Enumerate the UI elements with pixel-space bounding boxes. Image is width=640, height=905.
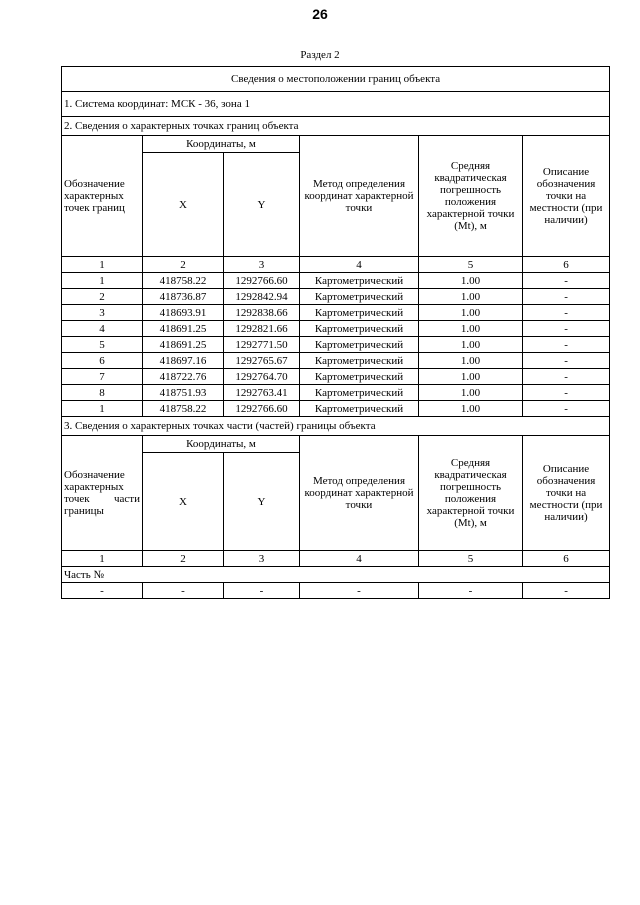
part-label: Часть № bbox=[62, 567, 610, 583]
cell-accuracy: - bbox=[419, 583, 523, 599]
cell-y: - bbox=[224, 583, 300, 599]
cell-accuracy: 1.00 bbox=[419, 353, 523, 369]
cell-point: 6 bbox=[62, 353, 143, 369]
col-coords-header: Координаты, м bbox=[143, 436, 300, 453]
cell-accuracy: 1.00 bbox=[419, 273, 523, 289]
cell-x: 418697.16 bbox=[143, 353, 224, 369]
table-row bbox=[62, 321, 610, 337]
col-number: 5 bbox=[419, 257, 523, 273]
cell-x: 418691.25 bbox=[143, 337, 224, 353]
cell-x: - bbox=[143, 583, 224, 599]
cell-accuracy: 1.00 bbox=[419, 337, 523, 353]
table-row bbox=[62, 353, 610, 369]
cell-desc: - bbox=[523, 337, 610, 353]
table-title: Сведения о местоположении границ объекта bbox=[62, 67, 610, 92]
cell-x: 418693.91 bbox=[143, 305, 224, 321]
col-point-header: Обозначение характерных точек границ bbox=[62, 136, 143, 257]
section3-column-numbers bbox=[62, 551, 610, 567]
cell-desc: - bbox=[523, 305, 610, 321]
table-row bbox=[62, 289, 610, 305]
boundary-table bbox=[61, 66, 610, 599]
table-row bbox=[62, 337, 610, 353]
cell-point: 8 bbox=[62, 385, 143, 401]
cell-desc: - bbox=[523, 369, 610, 385]
col-number: 6 bbox=[523, 551, 610, 567]
cell-y: 1292766.60 bbox=[224, 401, 300, 417]
cell-x: 418758.22 bbox=[143, 273, 224, 289]
cell-method: Картометрический bbox=[300, 385, 419, 401]
col-number: 1 bbox=[62, 257, 143, 273]
col-number: 2 bbox=[143, 257, 224, 273]
cell-point: 2 bbox=[62, 289, 143, 305]
col-number: 2 bbox=[143, 551, 224, 567]
col-number: 3 bbox=[224, 551, 300, 567]
cell-desc: - bbox=[523, 273, 610, 289]
cell-x: 418722.76 bbox=[143, 369, 224, 385]
col-number: 6 bbox=[523, 257, 610, 273]
table-row bbox=[62, 273, 610, 289]
coordinate-system-row bbox=[62, 92, 610, 117]
part-label-row bbox=[62, 567, 610, 583]
cell-desc: - bbox=[523, 583, 610, 599]
cell-x: 418751.93 bbox=[143, 385, 224, 401]
col-x-header: X bbox=[143, 153, 224, 257]
cell-x: 418758.22 bbox=[143, 401, 224, 417]
cell-accuracy: 1.00 bbox=[419, 401, 523, 417]
cell-point: 5 bbox=[62, 337, 143, 353]
col-number: 1 bbox=[62, 551, 143, 567]
cell-y: 1292838.66 bbox=[224, 305, 300, 321]
boundary-table-body bbox=[62, 67, 610, 599]
col-desc-header: Описание обозначения точки на местности (при наличии) bbox=[523, 436, 610, 551]
cell-point: 7 bbox=[62, 369, 143, 385]
table-row bbox=[62, 369, 610, 385]
cell-desc: - bbox=[523, 401, 610, 417]
section2-column-numbers bbox=[62, 257, 610, 273]
cell-point: 1 bbox=[62, 273, 143, 289]
section3-empty-row bbox=[62, 583, 610, 599]
table-title-row bbox=[62, 67, 610, 92]
col-point-header: Обозначение характерных точек части границы bbox=[62, 436, 143, 551]
section3-heading: 3. Сведения о характерных точках части (частей) границы объекта bbox=[62, 417, 610, 436]
col-x-header: X bbox=[143, 453, 224, 551]
cell-x: 418691.25 bbox=[143, 321, 224, 337]
cell-method: Картометрический bbox=[300, 321, 419, 337]
cell-y: 1292764.70 bbox=[224, 369, 300, 385]
cell-y: 1292821.66 bbox=[224, 321, 300, 337]
col-number: 3 bbox=[224, 257, 300, 273]
section3-header-row-1 bbox=[62, 436, 610, 453]
page-number: 26 bbox=[312, 6, 328, 22]
cell-accuracy: 1.00 bbox=[419, 305, 523, 321]
col-accuracy-header: Средняя квадратическая погрешность положения характерной точки (Mt), м bbox=[419, 436, 523, 551]
section2-heading-row bbox=[62, 117, 610, 136]
cell-point: - bbox=[62, 583, 143, 599]
cell-accuracy: 1.00 bbox=[419, 289, 523, 305]
table-row bbox=[62, 385, 610, 401]
col-method-header: Метод определения координат характерной точки bbox=[300, 436, 419, 551]
table-row bbox=[62, 401, 610, 417]
cell-desc: - bbox=[523, 353, 610, 369]
cell-y: 1292842.94 bbox=[224, 289, 300, 305]
table-row bbox=[62, 305, 610, 321]
cell-desc: - bbox=[523, 385, 610, 401]
cell-desc: - bbox=[523, 321, 610, 337]
col-number: 4 bbox=[300, 551, 419, 567]
col-number: 5 bbox=[419, 551, 523, 567]
cell-method: Картометрический bbox=[300, 369, 419, 385]
col-y-header: Y bbox=[224, 153, 300, 257]
section2-header-row-1 bbox=[62, 136, 610, 153]
cell-point: 1 bbox=[62, 401, 143, 417]
col-coords-header: Координаты, м bbox=[143, 136, 300, 153]
col-accuracy-header: Средняя квадратическая погрешность положения характерной точки (Mt), м bbox=[419, 136, 523, 257]
cell-y: 1292765.67 bbox=[224, 353, 300, 369]
cell-point: 3 bbox=[62, 305, 143, 321]
cell-accuracy: 1.00 bbox=[419, 385, 523, 401]
cell-method: Картометрический bbox=[300, 305, 419, 321]
cell-method: Картометрический bbox=[300, 289, 419, 305]
cell-method: Картометрический bbox=[300, 273, 419, 289]
col-method-header: Метод определения координат характерной точки bbox=[300, 136, 419, 257]
col-desc-header: Описание обозначения точки на местности (при наличии) bbox=[523, 136, 610, 257]
section2-heading: 2. Сведения о характерных точках границ объекта bbox=[62, 117, 610, 136]
cell-y: 1292771.50 bbox=[224, 337, 300, 353]
section3-heading-row bbox=[62, 417, 610, 436]
cell-y: 1292763.41 bbox=[224, 385, 300, 401]
cell-method: Картометрический bbox=[300, 337, 419, 353]
cell-point: 4 bbox=[62, 321, 143, 337]
col-y-header: Y bbox=[224, 453, 300, 551]
cell-method: - bbox=[300, 583, 419, 599]
cell-accuracy: 1.00 bbox=[419, 321, 523, 337]
cell-y: 1292766.60 bbox=[224, 273, 300, 289]
col-number: 4 bbox=[300, 257, 419, 273]
section-caption: Раздел 2 bbox=[300, 49, 340, 61]
cell-accuracy: 1.00 bbox=[419, 369, 523, 385]
cell-method: Картометрический bbox=[300, 353, 419, 369]
cell-desc: - bbox=[523, 289, 610, 305]
cell-method: Картометрический bbox=[300, 401, 419, 417]
cell-x: 418736.87 bbox=[143, 289, 224, 305]
coordinate-system: 1. Система координат: МСК - 36, зона 1 bbox=[62, 92, 610, 117]
